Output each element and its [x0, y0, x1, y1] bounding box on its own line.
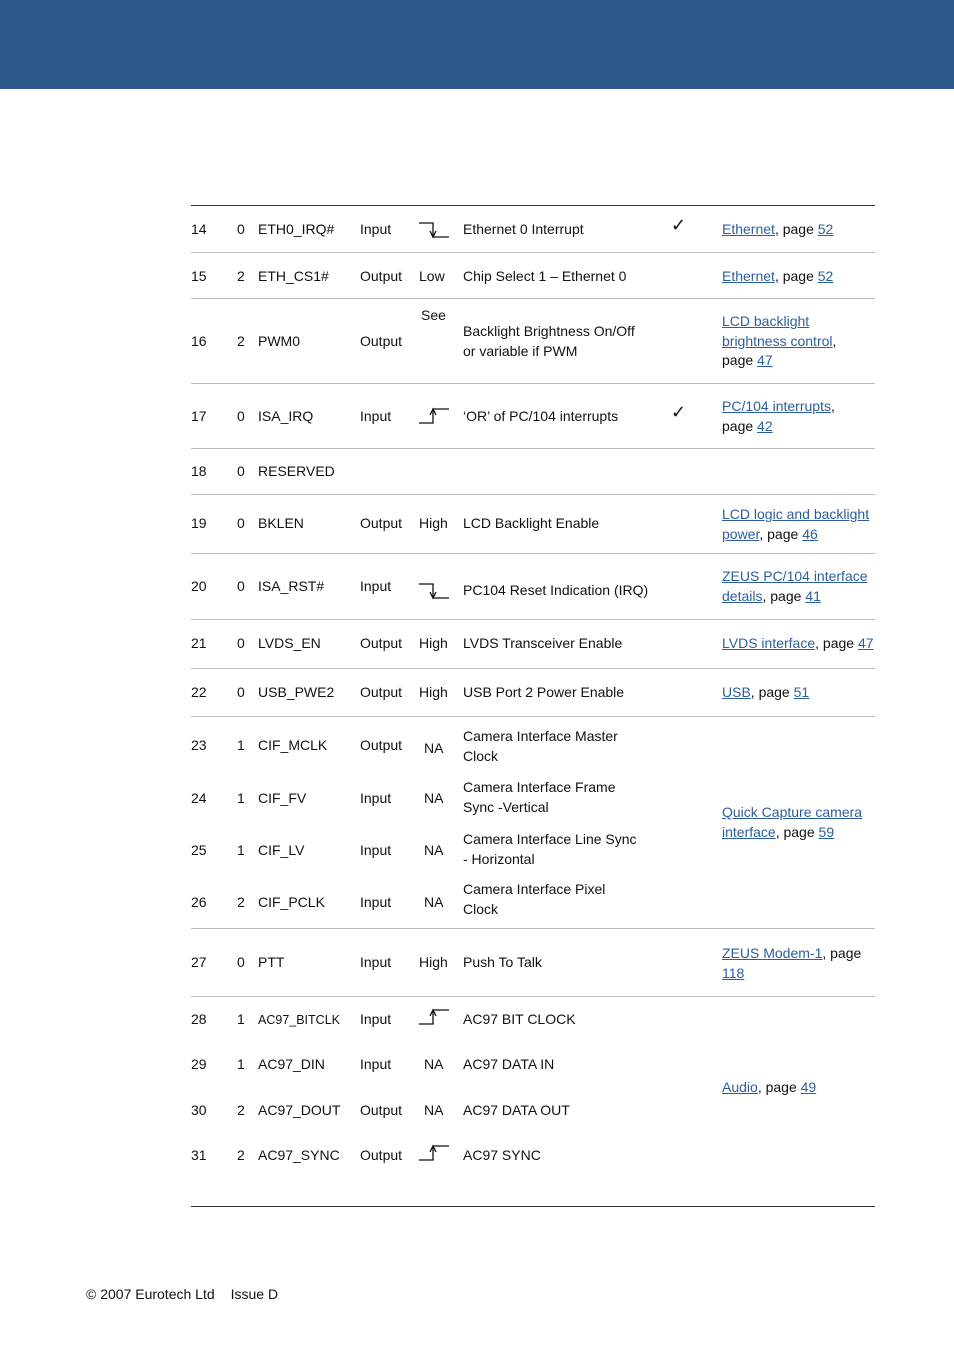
signal-name: ETH_CS1# [258, 268, 329, 284]
description: Camera Interface Frame Sync -Vertical [463, 779, 616, 815]
reference: ZEUS Modem-1, page 118 [722, 945, 862, 981]
rising-edge-icon [419, 1142, 451, 1168]
table-row [191, 929, 875, 997]
signal-name: CIF_LV [258, 842, 305, 858]
alt-function: 0 [237, 221, 245, 237]
description: AC97 DATA OUT [463, 1102, 570, 1118]
gpio-number: 18 [191, 463, 207, 479]
alt-function: 0 [237, 408, 245, 424]
alt-function: 2 [237, 1147, 245, 1163]
reference-link[interactable]: Quick Capture camera [722, 804, 863, 820]
signal-name: CIF_FV [258, 790, 307, 806]
description: Push To Talk [463, 954, 542, 970]
table-row [191, 299, 875, 384]
active-level: NA [424, 1056, 444, 1072]
alt-function: 1 [237, 842, 245, 858]
alt-function: 1 [237, 790, 245, 806]
signal-name: CIF_PCLK [258, 894, 325, 910]
reference: LCD logic and backlight power, page 46 [722, 506, 870, 542]
direction: Output [360, 684, 403, 700]
rising-edge-icon [419, 405, 451, 431]
gpio-number: 22 [191, 684, 207, 700]
table-row [191, 253, 875, 299]
description: USB Port 2 Power Enable [463, 684, 625, 700]
gpio-number: 27 [191, 954, 207, 970]
direction: Input [360, 954, 392, 970]
gpio-number: 25 [191, 842, 207, 858]
signal-name: AC97_SYNC [258, 1147, 340, 1163]
reference-link[interactable]: USB [722, 684, 751, 700]
direction: Input [360, 221, 392, 237]
gpio-number: 20 [191, 578, 207, 594]
alt-function: 0 [237, 515, 245, 531]
camera-signal-group [191, 717, 875, 929]
alt-function: 0 [237, 463, 245, 479]
description: AC97 SYNC [463, 1147, 541, 1163]
direction: Input [360, 408, 392, 424]
page-link[interactable]: 49 [800, 1079, 817, 1095]
signal-name: RESERVED [258, 463, 335, 479]
alt-function: 2 [237, 333, 245, 349]
direction: Output [360, 515, 403, 531]
signal-name: BKLEN [258, 515, 304, 531]
alt-function: 1 [237, 737, 245, 753]
direction: Output [360, 1102, 403, 1118]
active-level: Low [419, 268, 445, 284]
gpio-number: 24 [191, 790, 207, 806]
active-level: NA [424, 740, 444, 756]
active-level: High [419, 515, 448, 531]
page-link[interactable]: 41 [805, 587, 821, 604]
page-link[interactable]: 47 [857, 635, 874, 651]
page-link[interactable]: 51 [793, 684, 810, 700]
description: PC104 Reset Indication (IRQ) [463, 582, 649, 598]
reference-link[interactable]: LCD backlight [722, 313, 810, 329]
alt-function: 0 [237, 954, 245, 970]
gpio-number: 23 [191, 737, 207, 753]
falling-edge-icon [419, 218, 451, 244]
rising-edge-icon [419, 1006, 451, 1032]
reference-link[interactable]: ZEUS PC/104 interface [722, 568, 868, 584]
table-row [191, 384, 875, 449]
reference-link[interactable]: power [722, 525, 760, 542]
gpio-number: 28 [191, 1011, 207, 1027]
description: AC97 BIT CLOCK [463, 1011, 576, 1027]
reference-link[interactable]: Ethernet [722, 221, 775, 237]
page-link[interactable]: 47 [757, 352, 773, 368]
gpio-number: 19 [191, 515, 207, 531]
alt-function: 1 [237, 1011, 245, 1027]
direction: Output [360, 635, 403, 651]
active-level: NA [424, 894, 444, 910]
gpio-number: 29 [191, 1056, 207, 1072]
gpio-number: 31 [191, 1147, 207, 1163]
signal-name: ETH0_IRQ# [258, 221, 335, 237]
description: Camera Interface Master Clock [463, 728, 618, 764]
gpio-number: 30 [191, 1102, 207, 1118]
gpio-number: 26 [191, 894, 207, 910]
header-band [0, 0, 954, 89]
page-footer [86, 1286, 294, 1302]
reference-link[interactable]: LVDS interface [722, 635, 816, 651]
alt-function: 2 [237, 1102, 245, 1118]
active-level: NA [424, 842, 444, 858]
reference: ZEUS PC/104 interface details, page 41 [722, 568, 868, 604]
signal-name: LVDS_EN [258, 635, 321, 651]
direction: Output [360, 737, 403, 753]
reference: PC/104 interrupts, page 42 [722, 398, 835, 434]
signal-name: CIF_MCLK [258, 737, 328, 753]
active-level: High [419, 684, 448, 700]
reference: Ethernet, page 52 [722, 268, 834, 284]
description: Chip Select 1 – Ethernet 0 [463, 268, 627, 284]
page-link[interactable]: 42 [757, 417, 773, 434]
reference: LVDS interface, page 47 [722, 635, 874, 651]
gpio-number: 16 [191, 333, 207, 349]
audio-signal-group [191, 997, 875, 1206]
falling-edge-icon [419, 579, 451, 605]
direction: Output [360, 1147, 403, 1163]
reference: Ethernet, page 52 [722, 221, 834, 237]
alt-function: 2 [237, 894, 245, 910]
active-level: See [421, 307, 446, 323]
direction: Input [360, 1011, 392, 1027]
reference-link[interactable]: Ethernet [722, 268, 775, 284]
direction: Input [360, 578, 392, 594]
signal-name: PTT [258, 954, 285, 970]
page-link[interactable]: 52 [817, 221, 834, 237]
description: LVDS Transceiver Enable [463, 635, 623, 651]
signal-name: ISA_RST# [258, 578, 325, 594]
active-level: High [419, 954, 448, 970]
table-row [191, 449, 875, 495]
direction: Output [360, 333, 403, 349]
issue-text: Issue D [230, 1286, 279, 1302]
reference: LCD backlight brightness control, page 47 [722, 313, 837, 368]
active-level: High [419, 635, 448, 651]
page-link[interactable]: 118 [722, 964, 745, 981]
active-level: NA [424, 790, 444, 806]
description: Backlight Brightness On/Off or variable if PWM [463, 323, 635, 359]
direction: Input [360, 894, 392, 910]
reference-link[interactable]: details [722, 587, 763, 604]
irq-check-icon: ✓ [671, 215, 687, 235]
alt-function: 1 [237, 1056, 245, 1072]
reference: USB, page 51 [722, 684, 810, 700]
description: Ethernet 0 Interrupt [463, 221, 584, 237]
signal-name: AC97_DIN [258, 1056, 325, 1072]
alt-function: 0 [237, 684, 245, 700]
table-row [191, 206, 875, 253]
gpio-number: 17 [191, 408, 207, 424]
copyright-text: © 2007 Eurotech Ltd [86, 1286, 215, 1302]
table-row [191, 495, 875, 554]
page-link[interactable]: 59 [818, 823, 835, 840]
signal-name: AC97_BITCLK [258, 1013, 340, 1027]
irq-check-icon: ✓ [671, 402, 687, 422]
alt-function: 2 [237, 268, 245, 284]
direction: Input [360, 842, 392, 858]
table-row [191, 669, 875, 717]
gpio-number: 14 [191, 221, 207, 237]
signal-name: AC97_DOUT [258, 1102, 341, 1118]
page-link[interactable]: 52 [817, 268, 834, 284]
active-level: NA [424, 1102, 444, 1118]
table-row [191, 554, 875, 620]
description: LCD Backlight Enable [463, 515, 600, 531]
reference-link[interactable]: PC/104 interrupts [722, 398, 831, 414]
reference-link[interactable]: interface [722, 823, 776, 840]
description: AC97 DATA IN [463, 1056, 555, 1072]
alt-function: 0 [237, 578, 245, 594]
reference: Quick Capture camera interface, page 59 [722, 804, 863, 840]
page-link[interactable]: 46 [802, 525, 818, 542]
direction: Input [360, 1056, 392, 1072]
signal-name: USB_PWE2 [258, 684, 335, 700]
reference: Audio, page 49 [722, 1079, 817, 1095]
description: ‘OR’ of PC/104 interrupts [463, 408, 619, 424]
description: Camera Interface Line Sync - Horizontal [463, 831, 637, 867]
reference-link[interactable]: brightness control [722, 332, 833, 349]
signal-name: ISA_IRQ [258, 408, 314, 424]
gpio-table [191, 205, 875, 1207]
signal-name: PWM0 [258, 333, 300, 349]
direction: Input [360, 790, 392, 806]
description: Camera Interface Pixel Clock [463, 881, 606, 917]
alt-function: 0 [237, 635, 245, 651]
reference-link[interactable]: Audio [722, 1079, 758, 1095]
reference-link[interactable]: LCD logic and backlight [722, 506, 870, 522]
table-row [191, 620, 875, 669]
reference-link[interactable]: ZEUS Modem-1 [722, 945, 823, 961]
direction: Output [360, 268, 403, 284]
gpio-number: 21 [191, 635, 207, 651]
gpio-number: 15 [191, 268, 207, 284]
